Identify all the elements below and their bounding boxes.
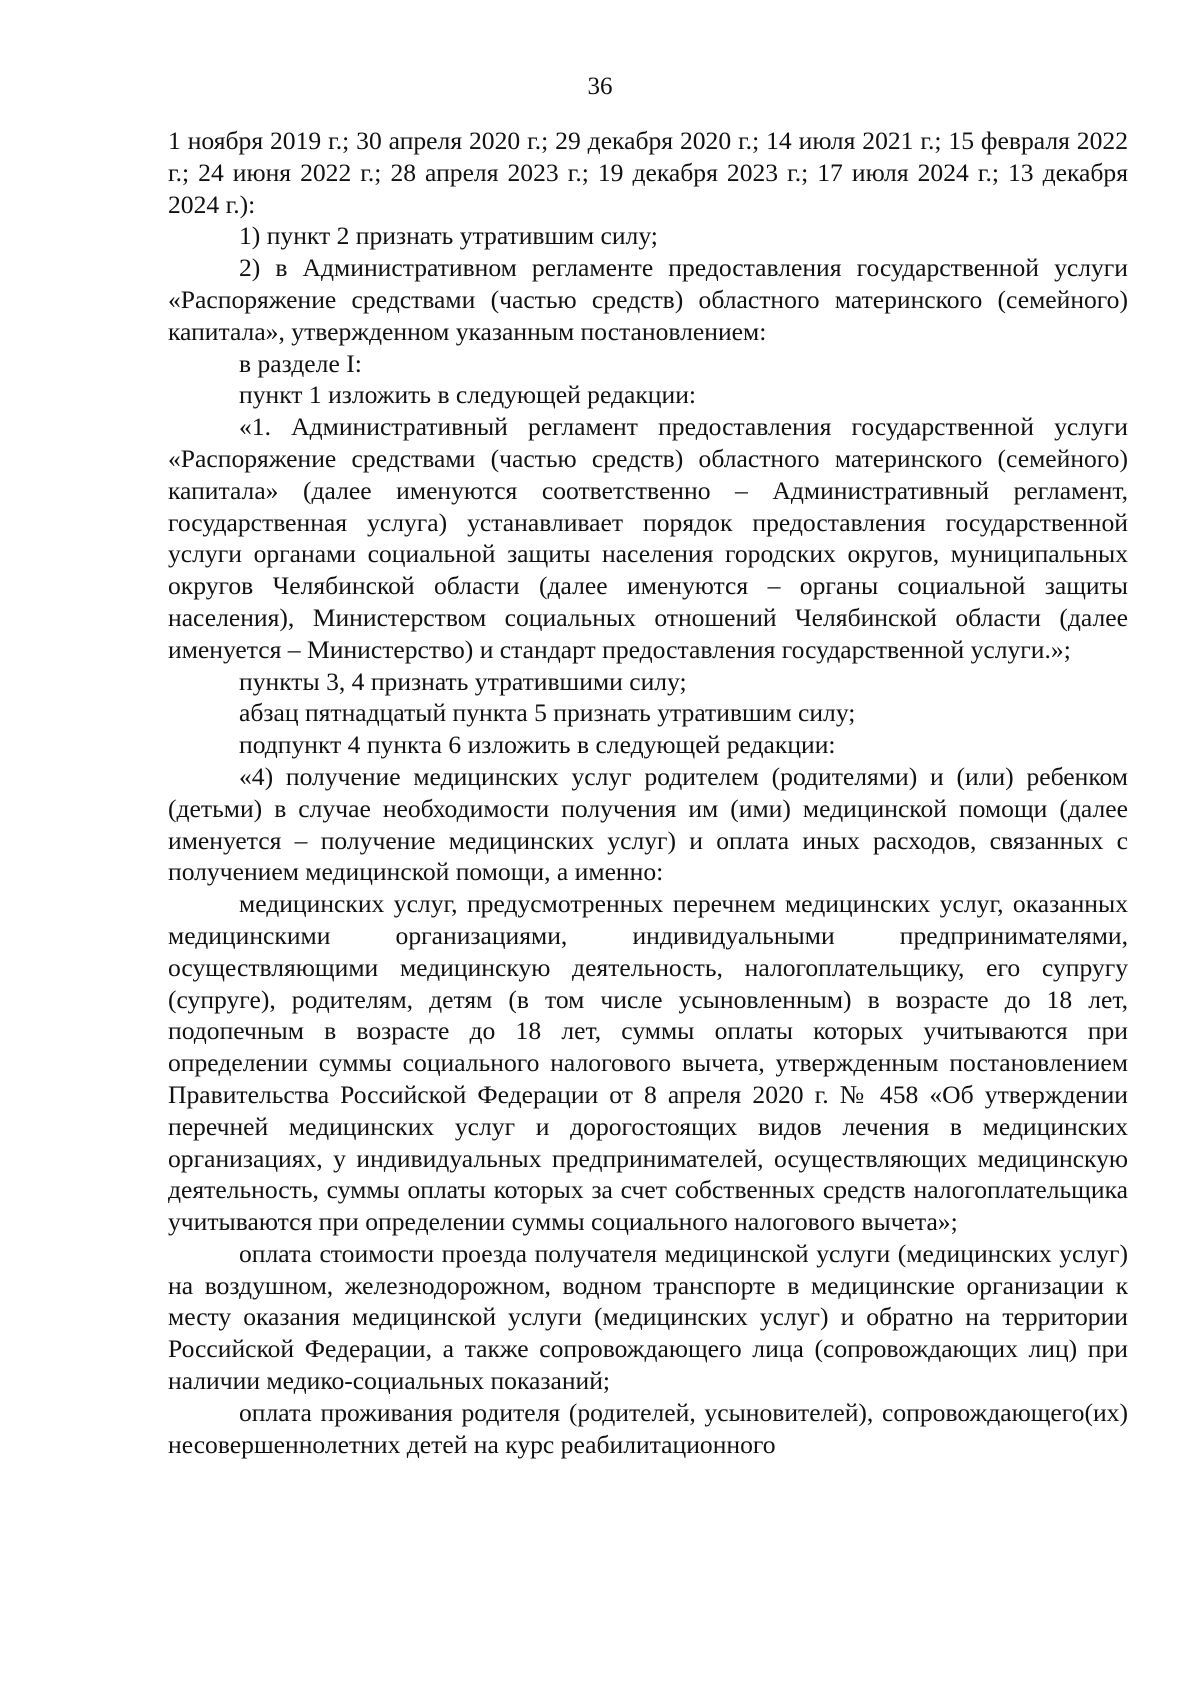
body-text [168,125,1128,1460]
paragraph: абзац пятнадцатый пункта 5 признать утратившим силу; [239,698,856,728]
paragraph: медицинских услуг, предусмотренных перечнем медицинских услуг, оказанных медицинскими организациями, индивидуальными предпринимателями, осуществляющими медицинскую деятельность, налогоплательщику, его супругу (супруге), родителям, детям (в том числе усыновленным) в возрасте до 18 лет, подопечным в возрасте до 18 лет, суммы оплаты которых учитываются при определении суммы социального налогового вычета, утвержденным постановлением Правительства Российской Федерации от 8 апреля 2020 г. № 458 «Об утверждении перечней медицинских услуг и дорогостоящих видов лечения в медицинских организациях, у индивидуальных предпринимателей, осуществляющих медицинскую деятельность, суммы оплаты которых за счет собственных средств налогоплательщика учитываются при определении суммы социального налогового вычета»; [168,889,1128,1237]
paragraph: оплата стоимости проезда получателя медицинской услуги (медицинских услуг) на воздушном, железнодорожном, водном транспорте в медицинские организации к месту оказания медицинской услуги (медицинских услуг) и обратно на территории Российской Федерации, а также сопровождающего лица (сопровождающих лиц) при наличии медико-социальных показаний; [168,1238,1128,1396]
paragraph: «1. Административный регламент предоставления государственной услуги «Распоряжение средствами (частью средств) областного материнского (семейного) капитала» (далее именуются соответственно – Административный регламент, государственная услуга) устанавливает порядок предоставления государственной услуги органами социальной защиты населения городских округов, муниципальных округов Челябинской области (далее именуются – органы социальной защиты населения), Министерством социальных отношений Челябинской области (далее именуется – Министерство) и стандарт предоставления государственной услуги.»; [168,412,1128,664]
paragraph: 2) в Административном регламенте предоставления государственной услуги «Распоряжение средствами (частью средств) областного материнского (семейного) капитала», утвержденном указанным постановлением: [168,253,1128,346]
paragraph: пункты 3, 4 признать утратившими силу; [239,666,687,696]
paragraph: оплата проживания родителя (родителей, усыновителей), сопровождающего(их) несовершеннолетних детей на курс реабилитационного [168,1397,1128,1459]
paragraph: пункт 1 изложить в следующей редакции: [239,380,697,410]
paragraph: в разделе I: [239,348,362,378]
paragraph: подпункт 4 пункта 6 изложить в следующей редакции: [239,730,836,760]
paragraph: 1 ноября 2019 г.; 30 апреля 2020 г.; 29 декабря 2020 г.; 14 июля 2021 г.; 15 февраля 2022 г.; 24 июня 2022 г.; 28 апреля 2023 г.; 19 декабря 2023 г.; 17 июля 2024 г.; 13 декабря 2024 г.): [168,126,1128,219]
paragraph: «4) получение медицинских услуг родителем (родителями) и (или) ребенком (детьми) в случае необходимости получения им (ими) медицинской помощи (далее именуется – получение медицинских услуг) и оплата иных расходов, связанных с получением медицинской помощи, а именно: [168,761,1128,887]
paragraph: 1) пункт 2 признать утратившим силу; [239,221,658,251]
page-number: 36 [587,73,613,100]
